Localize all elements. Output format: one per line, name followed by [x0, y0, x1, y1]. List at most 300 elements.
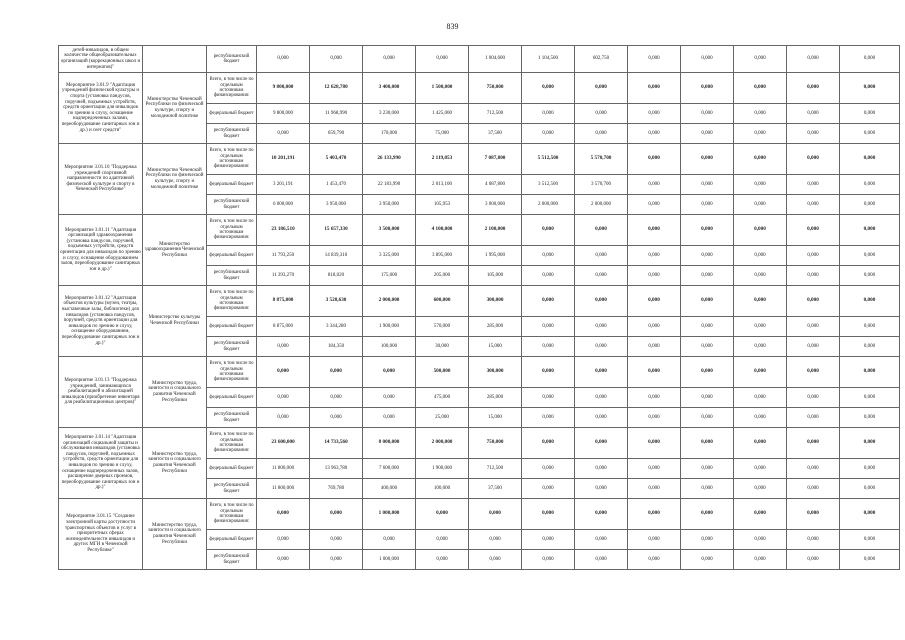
- value-cell: 0,000: [522, 104, 575, 124]
- value-cell: 14 733,560: [310, 428, 363, 459]
- value-cell: 0,000: [840, 530, 900, 550]
- value-cell: 3 400,000: [363, 73, 416, 104]
- value-cell: 0,000: [840, 550, 900, 570]
- value-cell: 0,000: [310, 550, 363, 570]
- value-cell: 0,000: [840, 195, 900, 215]
- funding-source: федеральный бюджет: [207, 530, 257, 550]
- executor-cell: Министерство труда, занятости и социального развития Чеченской Республики: [143, 499, 207, 570]
- measure-description: Мероприятие 3.01.11 "Адаптация организаций здравоохранения (установка пандусов, поручней, подъемных устройств, средств ориентации для инвалидов по зрению и слуху, оснащение оборудованием залов, переоборудование санитарных зон и др.)": [59, 215, 143, 286]
- value-cell: 818,020: [310, 266, 363, 286]
- value-cell: 0,000: [787, 266, 840, 286]
- value-cell: 0,000: [363, 46, 416, 73]
- value-cell: 11 793,250: [257, 246, 310, 266]
- value-cell: 22 183,990: [363, 175, 416, 195]
- value-cell: 0,000: [681, 388, 734, 408]
- value-cell: 100,000: [363, 337, 416, 357]
- value-cell: 3 500,000: [363, 215, 416, 246]
- value-cell: 3 512,500: [522, 175, 575, 195]
- executor-cell: Министерство труда, занятости и социального развития Чеченской Республики: [143, 357, 207, 428]
- value-cell: 600,000: [416, 286, 469, 317]
- funding-source: Всего, в том числе по отдельным источникам финансирования:: [207, 499, 257, 530]
- value-cell: 9 800,000: [257, 73, 310, 104]
- value-cell: 0,000: [840, 73, 900, 104]
- value-cell: 170,000: [363, 124, 416, 144]
- value-cell: 184,350: [310, 337, 363, 357]
- value-cell: 0,000: [363, 408, 416, 428]
- value-cell: 0,000: [787, 46, 840, 73]
- value-cell: 3 950,000: [363, 195, 416, 215]
- value-cell: 0,000: [840, 246, 900, 266]
- value-cell: 0,000: [522, 246, 575, 266]
- value-cell: 11 968,990: [310, 104, 363, 124]
- value-cell: 0,000: [681, 266, 734, 286]
- value-cell: 659,790: [310, 124, 363, 144]
- value-cell: 0,000: [681, 175, 734, 195]
- value-cell: 0,000: [522, 479, 575, 499]
- funding-source: республиканский бюджет: [207, 124, 257, 144]
- value-cell: 0,000: [575, 357, 628, 388]
- table-row: [59, 144, 900, 175]
- value-cell: 0,000: [787, 428, 840, 459]
- value-cell: 0,000: [628, 104, 681, 124]
- value-cell: 1 104,500: [522, 46, 575, 73]
- value-cell: 0,000: [522, 499, 575, 530]
- funding-source: Всего, в том числе по отдельным источникам финансирования:: [207, 144, 257, 175]
- value-cell: 0,000: [681, 479, 734, 499]
- value-cell: 0,000: [575, 530, 628, 550]
- value-cell: 0,000: [734, 357, 787, 388]
- table-row: [59, 215, 900, 246]
- value-cell: 0,000: [257, 124, 310, 144]
- value-cell: 0,000: [628, 357, 681, 388]
- value-cell: 15,000: [469, 408, 522, 428]
- value-cell: 4 100,000: [416, 215, 469, 246]
- value-cell: 500,000: [416, 357, 469, 388]
- value-cell: 0,000: [363, 530, 416, 550]
- value-cell: 0,000: [840, 357, 900, 388]
- value-cell: 0,000: [681, 124, 734, 144]
- measure-description: детей-инвалидов, в общем количестве общеобразовательных организаций (коррекционных школ и интернатов)": [59, 46, 143, 73]
- value-cell: 0,000: [628, 286, 681, 317]
- value-cell: 0,000: [734, 530, 787, 550]
- value-cell: 3 528,630: [310, 286, 363, 317]
- value-cell: 3 570,700: [575, 175, 628, 195]
- value-cell: 100,000: [416, 479, 469, 499]
- value-cell: 0,000: [522, 286, 575, 317]
- value-cell: 570,000: [416, 317, 469, 337]
- value-cell: 10 201,191: [257, 144, 310, 175]
- value-cell: 285,000: [469, 317, 522, 337]
- value-cell: 0,000: [681, 246, 734, 266]
- value-cell: 2 013,100: [416, 175, 469, 195]
- value-cell: 0,000: [734, 388, 787, 408]
- value-cell: 11 800,000: [257, 459, 310, 479]
- value-cell: 0,000: [681, 104, 734, 124]
- value-cell: 0,000: [840, 104, 900, 124]
- value-cell: 750,000: [469, 428, 522, 459]
- value-cell: 1 000,000: [363, 499, 416, 530]
- measure-description: Мероприятие 3.01.10 "Поддержка учреждений спортивной направленности по адаптивной физической культуре и спорту в Чеченской Республике": [59, 144, 143, 215]
- funding-source: федеральный бюджет: [207, 175, 257, 195]
- value-cell: 0,000: [734, 215, 787, 246]
- budget-table: [58, 45, 900, 570]
- value-cell: 105,000: [469, 266, 522, 286]
- value-cell: 0,000: [787, 408, 840, 428]
- table-row: [59, 499, 900, 530]
- funding-source: федеральный бюджет: [207, 388, 257, 408]
- value-cell: 0,000: [840, 337, 900, 357]
- value-cell: 0,000: [734, 286, 787, 317]
- value-cell: 712,500: [469, 104, 522, 124]
- funding-source: республиканский бюджет: [207, 46, 257, 73]
- value-cell: 0,000: [787, 337, 840, 357]
- value-cell: 0,000: [522, 73, 575, 104]
- value-cell: 0,000: [787, 124, 840, 144]
- value-cell: 0,000: [787, 104, 840, 124]
- value-cell: 15,000: [469, 337, 522, 357]
- value-cell: 0,000: [734, 195, 787, 215]
- value-cell: 2 000,000: [363, 286, 416, 317]
- value-cell: 0,000: [469, 530, 522, 550]
- value-cell: 0,000: [575, 479, 628, 499]
- value-cell: 3 000,000: [469, 195, 522, 215]
- table-body: [59, 46, 900, 570]
- funding-source: федеральный бюджет: [207, 104, 257, 124]
- value-cell: 23 186,510: [257, 215, 310, 246]
- value-cell: 0,000: [681, 73, 734, 104]
- value-cell: 0,000: [628, 215, 681, 246]
- value-cell: 0,000: [575, 499, 628, 530]
- value-cell: 750,000: [469, 73, 522, 104]
- value-cell: 0,000: [681, 459, 734, 479]
- executor-cell: Министерство Чеченской Республики по физической культуре, спорту и молодежной политике: [143, 73, 207, 144]
- table-row: [59, 46, 900, 73]
- measure-description: Мероприятие 3.01.14 "Адаптация организаций социальной защиты и обслуживания инвалидов (установка пандусов, поручней, подъемных устройств, средств ориентации для инвалидов по зрению и слуху, оснащение надпередоченных залов, расширение дверных проемов, переоборудование санитарных зон и др.)": [59, 428, 143, 499]
- value-cell: 0,000: [575, 104, 628, 124]
- value-cell: 105,953: [416, 195, 469, 215]
- value-cell: 0,000: [840, 124, 900, 144]
- value-cell: 0,000: [575, 408, 628, 428]
- value-cell: 23 600,000: [257, 428, 310, 459]
- value-cell: 2 000,000: [522, 195, 575, 215]
- value-cell: 0,000: [787, 530, 840, 550]
- value-cell: 15 657,330: [310, 215, 363, 246]
- value-cell: 712,500: [469, 459, 522, 479]
- value-cell: 0,000: [681, 144, 734, 175]
- value-cell: 0,000: [522, 408, 575, 428]
- value-cell: 0,000: [628, 73, 681, 104]
- value-cell: 37,500: [469, 124, 522, 144]
- executor-cell: Министерство здравоохранения Чеченской Республики: [143, 215, 207, 286]
- value-cell: 4 087,800: [469, 175, 522, 195]
- value-cell: 0,000: [787, 215, 840, 246]
- value-cell: 0,000: [787, 175, 840, 195]
- value-cell: 3 230,000: [363, 104, 416, 124]
- value-cell: 0,000: [628, 195, 681, 215]
- value-cell: 0,000: [416, 550, 469, 570]
- value-cell: 0,000: [734, 73, 787, 104]
- value-cell: 5 403,470: [310, 144, 363, 175]
- value-cell: 7 600,000: [363, 459, 416, 479]
- value-cell: 400,000: [363, 479, 416, 499]
- value-cell: 14 839,310: [310, 246, 363, 266]
- value-cell: 0,000: [575, 337, 628, 357]
- value-cell: 0,000: [416, 499, 469, 530]
- funding-source: Всего, в том числе по отдельным источникам финансирования:: [207, 357, 257, 388]
- value-cell: 9 800,000: [257, 104, 310, 124]
- value-cell: 0,000: [787, 144, 840, 175]
- value-cell: 1 004,600: [469, 46, 522, 73]
- value-cell: 0,000: [522, 215, 575, 246]
- value-cell: 0,000: [787, 246, 840, 266]
- value-cell: 0,000: [628, 46, 681, 73]
- value-cell: 205,000: [416, 266, 469, 286]
- value-cell: 0,000: [628, 530, 681, 550]
- value-cell: 0,000: [522, 317, 575, 337]
- value-cell: 25,000: [416, 408, 469, 428]
- value-cell: 1 425,000: [416, 104, 469, 124]
- value-cell: 0,000: [840, 317, 900, 337]
- value-cell: 0,000: [628, 388, 681, 408]
- value-cell: 0,000: [257, 357, 310, 388]
- value-cell: 11 393,270: [257, 266, 310, 286]
- funding-source: республиканский бюджет: [207, 550, 257, 570]
- value-cell: 0,000: [787, 357, 840, 388]
- funding-source: Всего, в том числе по отдельным источникам финансирования:: [207, 286, 257, 317]
- value-cell: 0,000: [522, 550, 575, 570]
- value-cell: 5 512,500: [522, 144, 575, 175]
- value-cell: 0,000: [734, 266, 787, 286]
- measure-description: Мероприятие 3.01.13 "Поддержка учреждений, занимающихся реабилитацией и абилитацией инвалидов (приобретение инвентаря для реабилитационных центров)": [59, 357, 143, 428]
- value-cell: 8 875,000: [257, 286, 310, 317]
- value-cell: 0,000: [628, 459, 681, 479]
- value-cell: 2 119,053: [416, 144, 469, 175]
- value-cell: 3 950,000: [310, 195, 363, 215]
- value-cell: 0,000: [522, 428, 575, 459]
- executor-cell: Министерство культуры Чеченской Республики: [143, 286, 207, 357]
- executor-cell: Министерство Чеченской Республики по физической культуре, спорту и молодежной политике: [143, 144, 207, 215]
- funding-source: республиканский бюджет: [207, 195, 257, 215]
- value-cell: 3 325,000: [363, 246, 416, 266]
- value-cell: 11 800,000: [257, 479, 310, 499]
- executor-cell: [143, 46, 207, 73]
- funding-source: Всего, в том числе по отдельным источникам финансирования:: [207, 215, 257, 246]
- value-cell: 0,000: [628, 317, 681, 337]
- value-cell: 0,000: [522, 266, 575, 286]
- value-cell: 0,000: [628, 246, 681, 266]
- value-cell: 1 500,000: [416, 73, 469, 104]
- value-cell: 0,000: [575, 550, 628, 570]
- executor-cell: Министерство труда, занятости и социального развития Чеченской Республики: [143, 428, 207, 499]
- table-row: [59, 286, 900, 317]
- value-cell: 0,000: [522, 530, 575, 550]
- table-row: [59, 357, 900, 388]
- funding-source: республиканский бюджет: [207, 337, 257, 357]
- value-cell: 0,000: [257, 499, 310, 530]
- value-cell: 0,000: [734, 175, 787, 195]
- measure-description: Мероприятие 3.01.12 "Адаптация объектов культуры (музеи, театры, выставочные залы, библиотеки) для инвалидов (установка пандусов, поручней, средств ориентации для инвалидов по зрению и слуху, оснащение оборудованием, переоборудование санитарных зон и др.)": [59, 286, 143, 357]
- value-cell: 7 087,800: [469, 144, 522, 175]
- value-cell: 0,000: [734, 550, 787, 570]
- value-cell: 0,000: [628, 408, 681, 428]
- value-cell: 0,000: [681, 337, 734, 357]
- value-cell: 0,000: [628, 266, 681, 286]
- value-cell: 0,000: [522, 388, 575, 408]
- value-cell: 75,000: [416, 124, 469, 144]
- value-cell: 0,000: [522, 337, 575, 357]
- value-cell: 0,000: [734, 246, 787, 266]
- funding-source: Всего, в том числе по отдельным источникам финансирования:: [207, 428, 257, 459]
- table-row: [59, 73, 900, 104]
- value-cell: 1 900,000: [416, 459, 469, 479]
- value-cell: 0,000: [840, 408, 900, 428]
- value-cell: 3 201,191: [257, 175, 310, 195]
- value-cell: 0,000: [628, 175, 681, 195]
- funding-source: республиканский бюджет: [207, 408, 257, 428]
- value-cell: 0,000: [840, 479, 900, 499]
- value-cell: 0,000: [469, 499, 522, 530]
- value-cell: 285,000: [469, 388, 522, 408]
- value-cell: 0,000: [787, 479, 840, 499]
- value-cell: 0,000: [840, 499, 900, 530]
- value-cell: 0,000: [522, 459, 575, 479]
- value-cell: 0,000: [363, 357, 416, 388]
- funding-source: федеральный бюджет: [207, 459, 257, 479]
- value-cell: 0,000: [310, 388, 363, 408]
- value-cell: 0,000: [734, 408, 787, 428]
- value-cell: 0,000: [681, 215, 734, 246]
- funding-source: республиканский бюджет: [207, 266, 257, 286]
- value-cell: 0,000: [840, 459, 900, 479]
- value-cell: 602,750: [575, 46, 628, 73]
- value-cell: 13 963,780: [310, 459, 363, 479]
- value-cell: 0,000: [787, 499, 840, 530]
- value-cell: 300,000: [469, 286, 522, 317]
- value-cell: 0,000: [734, 428, 787, 459]
- value-cell: 0,000: [840, 388, 900, 408]
- measure-description: Мероприятие 3.01.15 "Создание электронной карты доступности транспортных объектов и услуг в приоритетных сферах жизнедеятельности инвалидов и других МГН в Чеченской Республике": [59, 499, 143, 570]
- value-cell: 0,000: [628, 499, 681, 530]
- value-cell: 0,000: [575, 215, 628, 246]
- page-number: 839: [446, 22, 459, 31]
- value-cell: 0,000: [734, 46, 787, 73]
- value-cell: 1 453,470: [310, 175, 363, 195]
- value-cell: 0,000: [310, 408, 363, 428]
- value-cell: 0,000: [734, 499, 787, 530]
- value-cell: 0,000: [840, 215, 900, 246]
- value-cell: 0,000: [840, 46, 900, 73]
- value-cell: 0,000: [681, 499, 734, 530]
- value-cell: 0,000: [522, 357, 575, 388]
- value-cell: 0,000: [840, 266, 900, 286]
- value-cell: 0,000: [734, 317, 787, 337]
- value-cell: 0,000: [734, 337, 787, 357]
- value-cell: 475,000: [416, 388, 469, 408]
- funding-source: республиканский бюджет: [207, 479, 257, 499]
- value-cell: 0,000: [787, 73, 840, 104]
- value-cell: 0,000: [734, 479, 787, 499]
- value-cell: 0,000: [257, 388, 310, 408]
- value-cell: 0,000: [310, 357, 363, 388]
- value-cell: 0,000: [575, 428, 628, 459]
- value-cell: 0,000: [787, 388, 840, 408]
- value-cell: 0,000: [575, 459, 628, 479]
- value-cell: 0,000: [681, 357, 734, 388]
- value-cell: 0,000: [575, 317, 628, 337]
- value-cell: 12 628,780: [310, 73, 363, 104]
- value-cell: 0,000: [681, 550, 734, 570]
- value-cell: 3 344,280: [310, 317, 363, 337]
- value-cell: 0,000: [734, 104, 787, 124]
- value-cell: 0,000: [257, 550, 310, 570]
- value-cell: 1 900,000: [363, 317, 416, 337]
- funding-source: федеральный бюджет: [207, 317, 257, 337]
- value-cell: 0,000: [257, 408, 310, 428]
- value-cell: 769,780: [310, 479, 363, 499]
- value-cell: 0,000: [681, 530, 734, 550]
- value-cell: 0,000: [469, 550, 522, 570]
- value-cell: 175,000: [363, 266, 416, 286]
- value-cell: 2 100,000: [469, 215, 522, 246]
- value-cell: 0,000: [734, 124, 787, 144]
- value-cell: 0,000: [787, 459, 840, 479]
- value-cell: 0,000: [575, 388, 628, 408]
- value-cell: 0,000: [787, 317, 840, 337]
- value-cell: 0,000: [840, 175, 900, 195]
- value-cell: 2 000,000: [575, 195, 628, 215]
- value-cell: 0,000: [575, 286, 628, 317]
- value-cell: 0,000: [681, 317, 734, 337]
- value-cell: 0,000: [310, 530, 363, 550]
- value-cell: 0,000: [310, 499, 363, 530]
- value-cell: 5 570,700: [575, 144, 628, 175]
- value-cell: 0,000: [681, 286, 734, 317]
- value-cell: 0,000: [787, 286, 840, 317]
- value-cell: 1 995,000: [469, 246, 522, 266]
- table-row: [59, 428, 900, 459]
- value-cell: 26 133,990: [363, 144, 416, 175]
- value-cell: 0,000: [787, 195, 840, 215]
- value-cell: 2 000,000: [416, 428, 469, 459]
- measure-description: Мероприятие 3.01.9 "Адаптация учреждений физической культуры и спорта (установка пандусов, поручней, подъемных устройств, средств ориентации для инвалидов по зрению и слуху, оснащение надпередоченных залами, переоборудование санитарных зон и др.) и сеет средств": [59, 73, 143, 144]
- value-cell: 0,000: [522, 124, 575, 144]
- value-cell: 0,000: [257, 337, 310, 357]
- value-cell: 3 895,000: [416, 246, 469, 266]
- value-cell: 0,000: [416, 530, 469, 550]
- value-cell: 0,000: [840, 144, 900, 175]
- value-cell: 0,000: [734, 459, 787, 479]
- value-cell: 8 875,000: [257, 317, 310, 337]
- value-cell: 0,000: [840, 286, 900, 317]
- value-cell: 0,000: [575, 73, 628, 104]
- funding-source: Всего, в том числе по отдельным источникам финансирования:: [207, 73, 257, 104]
- value-cell: 1 000,000: [363, 550, 416, 570]
- funding-source: федеральный бюджет: [207, 246, 257, 266]
- value-cell: 0,000: [681, 428, 734, 459]
- value-cell: 0,000: [628, 144, 681, 175]
- value-cell: 0,000: [575, 124, 628, 144]
- value-cell: 30,000: [416, 337, 469, 357]
- value-cell: 0,000: [628, 479, 681, 499]
- value-cell: 0,000: [416, 46, 469, 73]
- value-cell: 0,000: [310, 46, 363, 73]
- value-cell: 0,000: [257, 46, 310, 73]
- value-cell: 0,000: [628, 550, 681, 570]
- value-cell: 0,000: [575, 246, 628, 266]
- value-cell: 0,000: [628, 428, 681, 459]
- value-cell: 8 000,000: [363, 428, 416, 459]
- value-cell: 0,000: [681, 46, 734, 73]
